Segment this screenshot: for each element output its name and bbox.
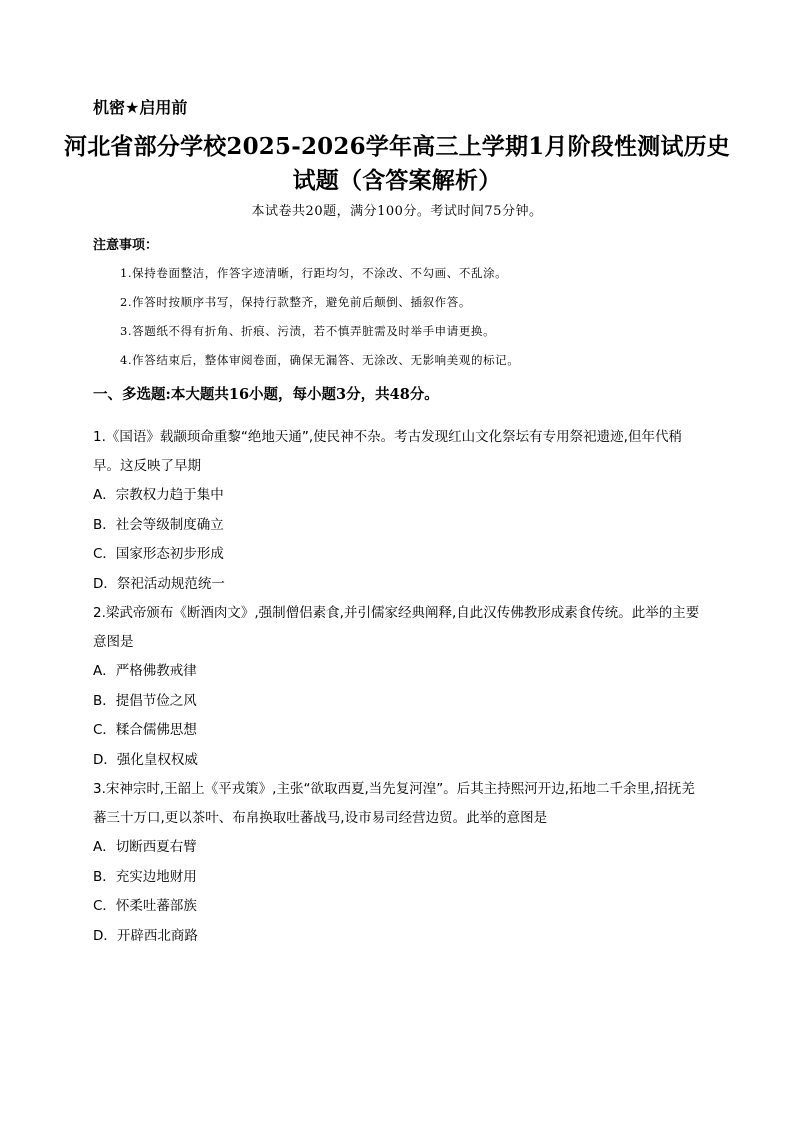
option-a: A．切断西夏右臂 bbox=[93, 839, 197, 855]
notice-list bbox=[120, 265, 740, 381]
question-1 bbox=[93, 423, 703, 599]
notice-item: 3.答题纸不得有折角、折痕、污渍，若不慎弄脏需及时举手申请更换。 bbox=[120, 324, 496, 338]
notice-item: 1.保持卷面整洁，作答字迹清晰，行距均匀，不涂改、不勾画、不乱涂。 bbox=[120, 266, 508, 280]
option-d: D．开辟西北商路 bbox=[93, 927, 198, 944]
notice-item: 2.作答时按顺序书写，保持行款整齐，避免前后颠倒、插叙作答。 bbox=[120, 295, 471, 309]
option-b: B．社会等级制度确立 bbox=[93, 516, 224, 533]
option-c: C．怀柔吐蕃部族 bbox=[93, 898, 197, 914]
question-stem: 2.梁武帝颁布《断酒肉文》,强制僧侣素食,并引儒家经典阐释,自此汉传佛教形成素食传统。此举的主要意图是 bbox=[93, 605, 700, 650]
section-heading: 一、多选题:本大题共16小题，每小题3分，共48分。 bbox=[93, 386, 439, 403]
option-d: D．祭祀活动规范统一 bbox=[93, 575, 225, 592]
question-3 bbox=[93, 775, 703, 951]
option-c: C．糅合儒佛思想 bbox=[93, 722, 197, 738]
option-a: A．宗教权力趋于集中 bbox=[93, 487, 224, 503]
notice-heading: 注意事项： bbox=[93, 238, 159, 253]
option-d: D．强化皇权权威 bbox=[93, 751, 198, 768]
option-b: B．提倡节俭之风 bbox=[93, 692, 197, 709]
page-title: 河北省部分学校2025-2026学年高三上学期1月阶段性测试历史试题（含答案解析） bbox=[64, 133, 730, 194]
confidential-label: 机密★启用前 bbox=[93, 98, 188, 117]
option-c: C．国家形态初步形成 bbox=[93, 546, 224, 562]
exam-info: 本试卷共20题，满分100分。考试时间75分钟。 bbox=[251, 204, 543, 219]
option-a: A．严格佛教戒律 bbox=[93, 663, 197, 679]
question-stem: 1.《国语》载颛顼命重黎“绝地天通”,使民神不杂。考古发现红山文化祭坛有专用祭祀遗迹,但年代稍早。这反映了早期 bbox=[93, 429, 682, 474]
question-2 bbox=[93, 599, 703, 775]
option-b: B．充实边地财用 bbox=[93, 868, 197, 885]
notice-item: 4.作答结束后，整体审阅卷面，确保无漏答、无涂改、无影响美观的标记。 bbox=[120, 353, 520, 367]
question-list bbox=[93, 423, 703, 951]
question-stem: 3.宋神宗时,王韶上《平戎策》,主张“欲取西夏,当先复河湟”。后其主持熙河开边,拓地二千余里,招抚羌蕃三十万口,更以茶叶、布帛换取吐蕃战马,设市易司经营边贸。此举的意图是 bbox=[93, 781, 695, 826]
